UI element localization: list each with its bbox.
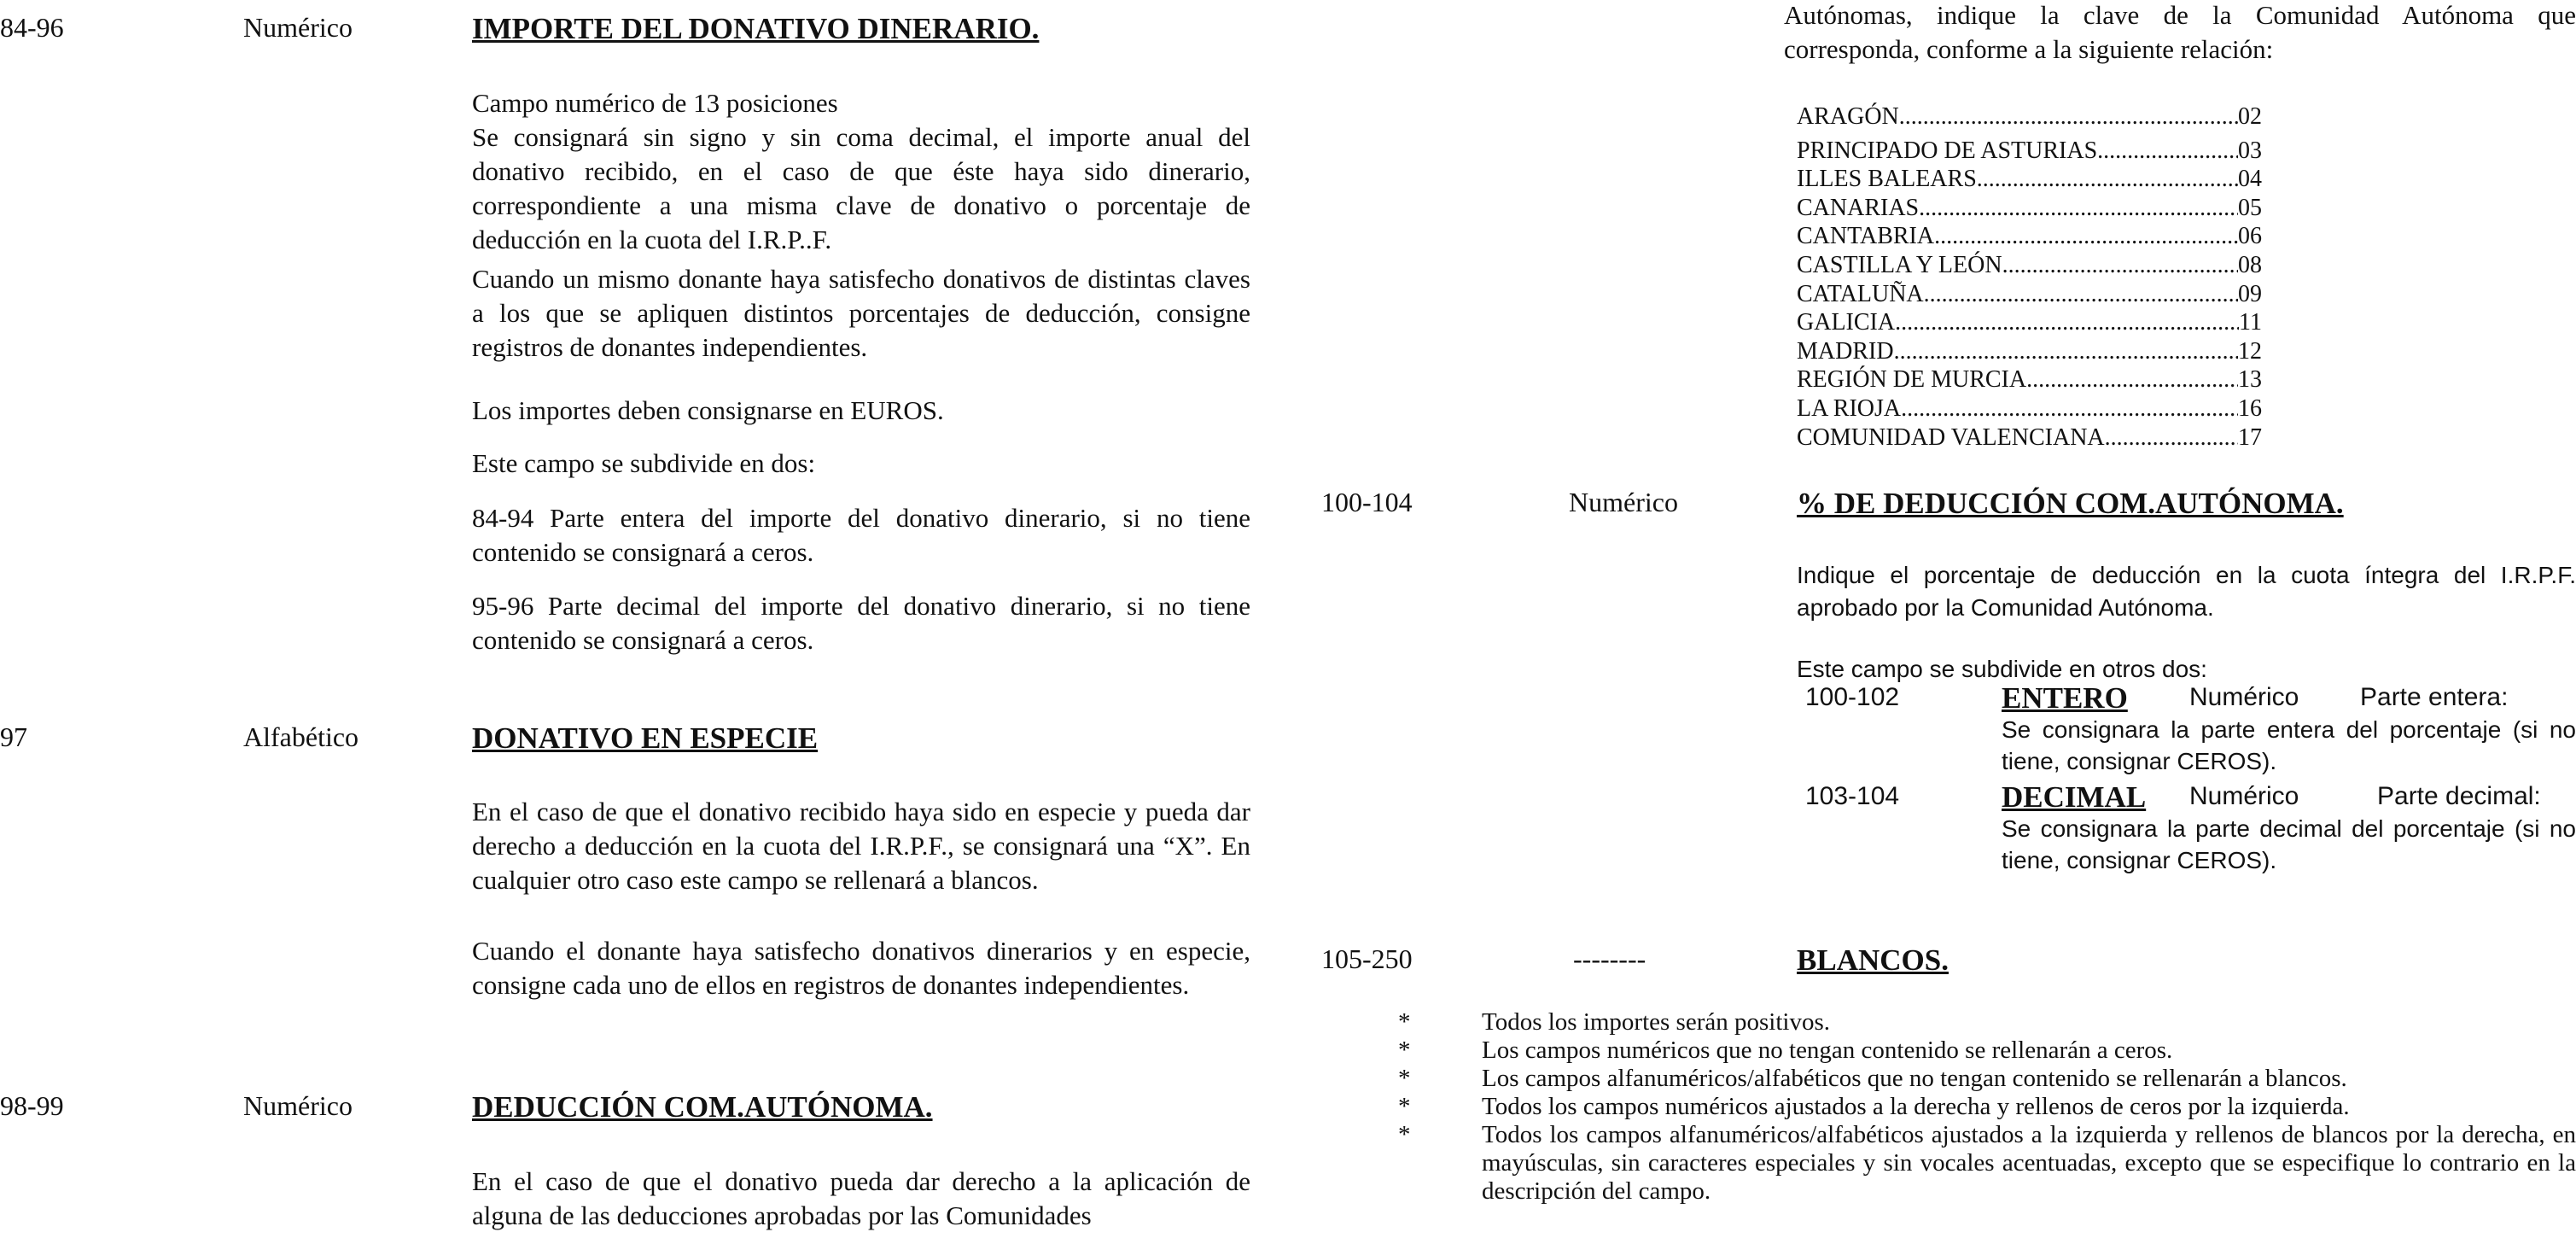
field-type: Alfabético <box>243 721 359 752</box>
community-code: 09 <box>2238 280 2262 307</box>
subfield-desc: Parte entera: <box>2360 683 2509 711</box>
community-row <box>1797 365 2262 394</box>
community-row <box>1797 137 2262 166</box>
leader-dots <box>1899 102 2238 131</box>
community-row <box>1797 308 2262 337</box>
field-type: Numérico <box>243 1090 353 1121</box>
leader-dots <box>1894 337 2238 366</box>
leader-dots <box>2002 251 2238 280</box>
community-code: 08 <box>2238 251 2262 278</box>
community-name: CASTILLA Y LEÓN <box>1797 251 2002 278</box>
field-paragraph: Indique el porcentaje de deducción en la cuota íntegra del I.R.P.F. aprobado por la Comunidad Autónoma. <box>1797 562 2576 621</box>
community-name: PRINCIPADO DE ASTURIAS <box>1797 137 2098 164</box>
field-title: IMPORTE DEL DONATIVO DINERARIO. <box>472 12 1040 45</box>
note-text: Todos los campos alfanuméricos/alfabéticos ajustados a la izquierda y rellenos de blancos por la derecha, en mayúsculas, sin caracteres especiales y sin vocales acentuadas, excepto que se especifique lo contrario en la descripción del campo. <box>1482 1121 2576 1205</box>
community-code: 06 <box>2238 223 2262 250</box>
field-position: 105-250 <box>1321 943 1413 974</box>
bullet-asterisk: * <box>1398 1008 1411 1036</box>
field-type: Numérico <box>1569 487 1678 517</box>
bullet-asterisk: * <box>1398 1065 1411 1092</box>
community-name: COMUNIDAD VALENCIANA <box>1797 423 2105 451</box>
community-row <box>1797 280 2262 309</box>
note-item <box>1391 1065 2576 1093</box>
leader-dots <box>1919 194 2238 223</box>
field-title: DEDUCCIÓN COM.AUTÓNOMA. <box>472 1090 933 1124</box>
community-code: 02 <box>2238 103 2262 130</box>
field-paragraph: Campo numérico de 13 posiciones <box>472 88 838 118</box>
bullet-asterisk: * <box>1398 1121 1411 1148</box>
field-paragraph: Se consignará sin signo y sin coma decimal, el importe anual del donativo recibido, en el caso de que éste haya sido dinerario, correspondiente a una misma clave de donativo o porcentaje de deducción en la cuota del I.R.P..F. <box>472 122 1250 254</box>
community-code: 17 <box>2238 423 2262 451</box>
community-row <box>1797 222 2262 251</box>
community-name: CANARIAS <box>1797 194 1920 221</box>
community-code: 05 <box>2238 194 2262 221</box>
community-code: 16 <box>2238 394 2262 422</box>
community-name: LA RIOJA <box>1797 394 1902 422</box>
subfield-position: 103-104 <box>1805 782 1900 810</box>
field-title: BLANCOS. <box>1797 943 1949 977</box>
community-row <box>1797 251 2262 280</box>
field-paragraph: Cuando el donante haya satisfecho donativos dinerarios y en especie, consigne cada uno de ellos en registros de donantes independientes. <box>472 936 1250 1000</box>
community-row <box>1797 423 2262 453</box>
field-type: Numérico <box>243 12 353 43</box>
bullet-asterisk: * <box>1398 1093 1411 1120</box>
subfield-type: Numérico <box>2189 782 2299 810</box>
field-paragraph: En el caso de que el donativo recibido haya sido en especie y pueda dar derecho a deducción en la cuota del I.R.P.F., se consignará una “X”. En cualquier otro caso este campo se rellenará a blancos. <box>472 797 1250 895</box>
community-row <box>1797 165 2262 194</box>
field-paragraph: 95-96 Parte decimal del importe del donativo dinerario, si no tiene contenido se consignará a ceros. <box>472 591 1250 655</box>
note-item <box>1391 1008 2576 1037</box>
community-name: REGIÓN DE MURCIA <box>1797 366 2027 394</box>
community-name: CANTABRIA <box>1797 223 1935 250</box>
community-code: 11 <box>2239 309 2262 336</box>
field-position: 100-104 <box>1321 487 1413 517</box>
field-paragraph: Este campo se subdivide en otros dos: <box>1797 656 2207 682</box>
subfield-type: Numérico <box>2189 683 2299 711</box>
leader-dots <box>1895 308 2239 337</box>
note-text: Todos los campos numéricos ajustados a la derecha y rellenos de ceros por la izquierda. <box>1482 1093 2350 1120</box>
leader-dots <box>1901 394 2238 423</box>
community-name: ARAGÓN <box>1797 103 1899 130</box>
subfield-text: Se consignara la parte entera del porcentaje (si no tiene, consignar CEROS). <box>2002 716 2576 774</box>
field-position: 84-96 <box>0 12 64 43</box>
note-item <box>1391 1121 2576 1206</box>
note-item <box>1391 1037 2576 1065</box>
community-code: 12 <box>2238 337 2262 365</box>
leader-dots <box>1934 222 2238 251</box>
community-name: GALICIA <box>1797 309 1896 336</box>
subfield-position: 100-102 <box>1805 683 1900 711</box>
field-paragraph: 84-94 Parte entera del importe del donativo dinerario, si no tiene contenido se consignará a ceros. <box>472 503 1250 567</box>
field-paragraph: En el caso de que el donativo pueda dar derecho a la aplicación de alguna de las deducciones aprobadas por las Comunidades <box>472 1166 1250 1230</box>
field-paragraph: Los importes deben consignarse en EUROS. <box>472 395 944 425</box>
community-row <box>1797 337 2262 366</box>
community-code: 04 <box>2238 166 2262 193</box>
note-text: Los campos alfanuméricos/alfabéticos que no tengan contenido se rellenarán a blancos. <box>1482 1065 2347 1092</box>
community-name: ILLES BALEARS <box>1797 166 1977 193</box>
community-list <box>1797 102 2262 452</box>
community-row <box>1797 194 2262 223</box>
general-notes <box>1391 1008 2576 1206</box>
leader-dots <box>1924 280 2238 309</box>
leader-dots <box>1977 165 2238 194</box>
note-text: Los campos numéricos que no tengan contenido se rellenarán a ceros. <box>1482 1037 2173 1064</box>
community-code: 03 <box>2238 137 2262 164</box>
community-row <box>1797 394 2262 423</box>
subfield-label: DECIMAL <box>2002 780 2147 814</box>
subfield-label: ENTERO <box>2002 681 2128 715</box>
community-name: CATALUÑA <box>1797 280 1924 307</box>
field-paragraph: Cuando un mismo donante haya satisfecho donativos de distintas claves a los que se apliquen distintos porcentajes de deducción, consigne registros de donantes independientes. <box>472 264 1250 362</box>
field-type: -------- <box>1573 943 1646 974</box>
leader-dots <box>2026 365 2238 394</box>
field-title: % DE DEDUCCIÓN COM.AUTÓNOMA. <box>1797 487 2344 520</box>
subfield-text: Se consignara la parte decimal del porcentaje (si no tiene, consignar CEROS). <box>2002 815 2576 873</box>
bullet-asterisk: * <box>1398 1037 1411 1064</box>
note-item <box>1391 1093 2576 1121</box>
field-title: DONATIVO EN ESPECIE <box>472 721 819 755</box>
community-code: 13 <box>2238 366 2262 394</box>
community-row <box>1797 102 2262 131</box>
community-name: MADRID <box>1797 337 1894 365</box>
continuation-paragraph: Autónomas, indique la clave de la Comunidad Autónoma que corresponda, conforme a la siguiente relación: <box>1784 0 2576 64</box>
leader-dots <box>2105 423 2238 453</box>
field-position: 97 <box>0 721 27 752</box>
field-position: 98-99 <box>0 1090 64 1121</box>
field-paragraph: Este campo se subdivide en dos: <box>472 448 816 478</box>
subfield-desc: Parte decimal: <box>2377 782 2541 810</box>
note-text: Todos los importes serán positivos. <box>1482 1008 1830 1036</box>
leader-dots <box>2097 137 2238 166</box>
